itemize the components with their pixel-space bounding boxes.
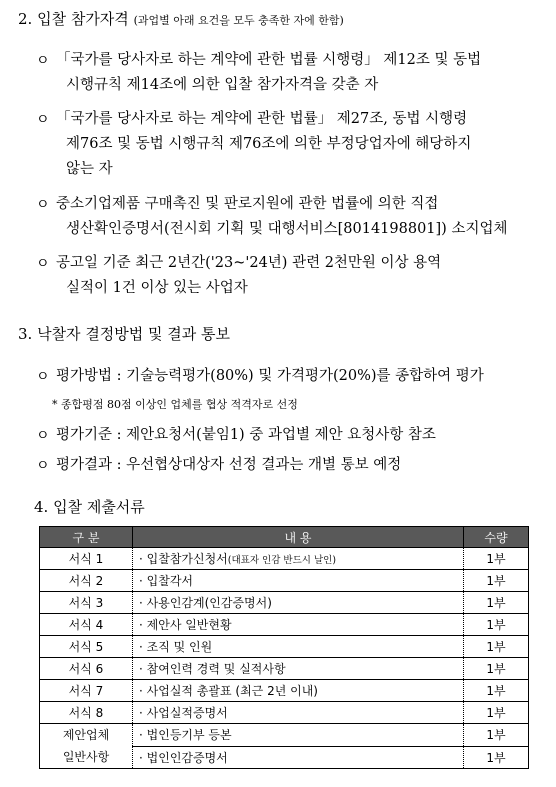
qty-cell: 1부 [464, 724, 529, 747]
eligibility-item-2-line-3: 않는 자 [66, 161, 113, 177]
table-row [40, 592, 529, 614]
header-category: 구 분 [40, 527, 133, 548]
table-row [40, 680, 529, 702]
section-2-note: (과업별 아래 요건을 모두 충족한 자에 한함) [133, 14, 344, 27]
form-cell: 서식 3 [40, 592, 133, 614]
qty-cell: 1부 [464, 680, 529, 702]
header-quantity: 수량 [464, 527, 529, 548]
bullet-icon: ㅇ [36, 256, 50, 272]
form-cell: 서식 2 [40, 570, 133, 592]
content-cell: · 사업실적 총괄표 (최근 2년 이내) [133, 680, 464, 702]
form-cell: 서식 5 [40, 636, 133, 658]
eligibility-item-3-line-2: 생산확인증명서(전시회 기획 및 대행서비스[8014198801]) 소지업체 [66, 221, 508, 237]
content-note: (대표자 인감 반드시 날인) [227, 555, 337, 566]
eligibility-item-3-line-1: 중소기업제품 구매촉진 및 판로지원에 관한 법률에 의한 직접 [56, 196, 439, 212]
section-4-heading: 4. 입찰 제출서류 [34, 498, 145, 516]
eligibility-item-2-line-1: 「국가를 당사자로 하는 계약에 관한 법률」 제27조, 동법 시행령 [56, 111, 468, 127]
bullet-icon: ㅇ [36, 428, 50, 444]
qty-cell: 1부 [464, 570, 529, 592]
form-cell: 서식 1 [40, 548, 133, 570]
content-cell: · 제안사 일반현황 [133, 614, 464, 636]
eligibility-item-4-line-2: 실적이 1건 이상 있는 사업자 [66, 280, 248, 296]
table-row [40, 702, 529, 724]
qty-cell: 1부 [464, 746, 529, 769]
content-cell: · 사업실적증명서 [133, 702, 464, 724]
table-header-row [40, 527, 529, 548]
qty-cell: 1부 [464, 702, 529, 724]
section-3-heading: 3. 낙찰자 결정방법 및 결과 통보 [18, 325, 231, 343]
content-cell: · 참여인력 경력 및 실적사항 [133, 658, 464, 680]
table-row [40, 658, 529, 680]
table-row [40, 724, 529, 747]
section-2-heading: 2. 입찰 참가자격 (과업별 아래 요건을 모두 충족한 자에 한함) [18, 10, 344, 28]
form-cell: 서식 7 [40, 680, 133, 702]
bullet-icon: ㅇ [36, 197, 50, 213]
qty-cell: 1부 [464, 614, 529, 636]
table-row [40, 570, 529, 592]
bullet-icon: ㅇ [36, 112, 50, 128]
content-cell: · 입찰각서 [133, 570, 464, 592]
content-cell: · 사용인감계(인감증명서) [133, 592, 464, 614]
content-cell: · 법인등기부 등본 [133, 724, 464, 747]
group-label-line-1: 제안업체 [62, 728, 110, 742]
evaluation-method: 평가방법 : 기술능력평가(80%) 및 가격평가(20%)를 종합하여 평가 [56, 368, 484, 384]
submission-documents-table [39, 526, 529, 769]
eligibility-item-4-line-1: 공고일 기준 최근 2년간('23~'24년) 관련 2천만원 이상 용역 [56, 255, 442, 271]
table-row [40, 548, 529, 570]
qty-cell: 1부 [464, 636, 529, 658]
qty-cell: 1부 [464, 592, 529, 614]
header-content: 내 용 [133, 527, 464, 548]
eligibility-item-1-line-1: 「국가를 당사자로 하는 계약에 관한 법률 시행령」 제12조 및 동법 [56, 52, 482, 68]
table-row [40, 614, 529, 636]
eligibility-item-2-line-2: 제76조 및 동법 시행규칙 제76조에 의한 부정당업자에 해당하지 [66, 136, 472, 152]
qty-cell: 1부 [464, 548, 529, 570]
content-cell: · 조직 및 인원 [133, 636, 464, 658]
table-row [40, 636, 529, 658]
bullet-icon: ㅇ [36, 53, 50, 69]
eligibility-item-1-line-2: 시행규칙 제14조에 의한 입찰 참가자격을 갖춘 자 [66, 77, 379, 93]
form-cell: 서식 6 [40, 658, 133, 680]
bullet-icon: ㅇ [36, 458, 50, 474]
qty-cell: 1부 [464, 658, 529, 680]
bullet-icon: ㅇ [36, 369, 50, 385]
form-cell: 서식 4 [40, 614, 133, 636]
content-cell: · 입찰참가신청서(대표자 인감 반드시 날인) [133, 548, 464, 570]
evaluation-subnote: * 종합평점 80점 이상인 업체를 협상 적격자로 선정 [52, 398, 298, 411]
evaluation-criteria: 평가기준 : 제안요청서(붙임1) 중 과업별 제안 요청사항 참조 [56, 427, 436, 443]
evaluation-result: 평가결과 : 우선협상대상자 선정 결과는 개별 통보 예정 [56, 457, 402, 473]
content-cell: · 법인인감증명서 [133, 746, 464, 769]
form-cell: 서식 8 [40, 702, 133, 724]
group-label-cell [40, 724, 133, 769]
group-label-line-2: 일반사항 [62, 750, 110, 764]
